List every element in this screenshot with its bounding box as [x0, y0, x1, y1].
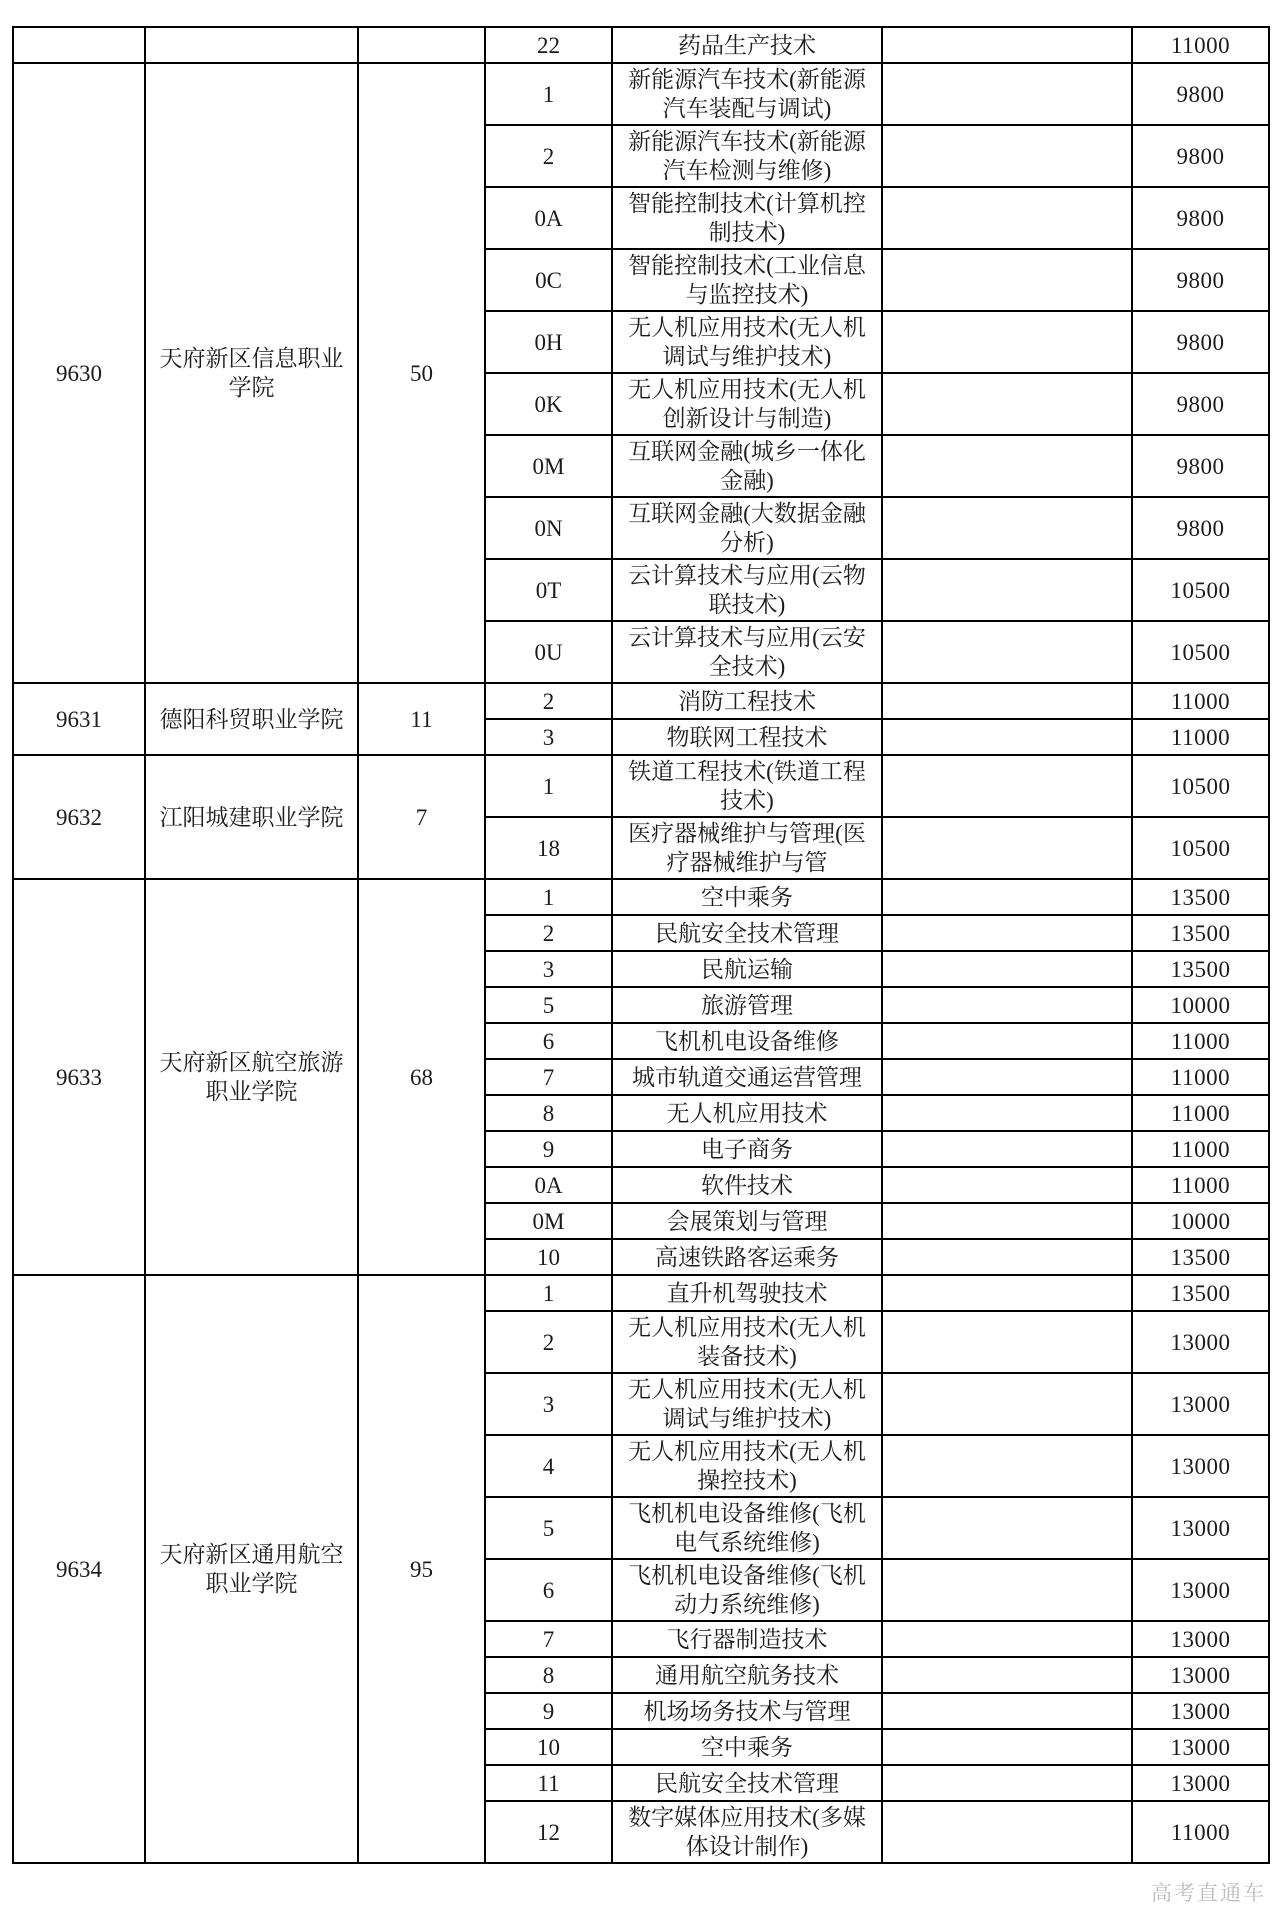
fee-cell: 9800 — [1132, 435, 1269, 497]
fee-cell: 13500 — [1132, 951, 1269, 987]
major-name-cell: 空中乘务 — [612, 879, 882, 915]
major-code-cell: 4 — [485, 1435, 612, 1497]
remark-cell — [882, 63, 1132, 125]
remark-cell — [882, 1657, 1132, 1693]
major-code-cell: 6 — [485, 1023, 612, 1059]
fee-cell: 11000 — [1132, 683, 1269, 719]
remark-cell — [882, 435, 1132, 497]
major-name-cell: 民航运输 — [612, 951, 882, 987]
watermark: 高考直通车 — [1151, 1882, 1266, 1905]
table-row — [13, 683, 1269, 719]
major-name-cell: 无人机应用技术(无人机调试与维护技术) — [612, 1373, 882, 1435]
college-name-cell: 天府新区信息职业学院 — [145, 63, 358, 683]
fee-cell: 11000 — [1132, 1023, 1269, 1059]
major-code-cell: 1 — [485, 879, 612, 915]
major-code-cell: 10 — [485, 1239, 612, 1275]
major-name-cell: 云计算技术与应用(云安全技术) — [612, 621, 882, 683]
major-code-cell: 10 — [485, 1729, 612, 1765]
remark-cell — [882, 1023, 1132, 1059]
remark-cell — [882, 915, 1132, 951]
major-code-cell: 2 — [485, 1311, 612, 1373]
major-name-cell: 飞机机电设备维修(飞机电气系统维修) — [612, 1497, 882, 1559]
major-code-cell: 8 — [485, 1095, 612, 1131]
fee-cell: 9800 — [1132, 497, 1269, 559]
major-code-cell: 2 — [485, 915, 612, 951]
major-name-cell: 铁道工程技术(铁道工程技术) — [612, 755, 882, 817]
fee-cell: 13000 — [1132, 1657, 1269, 1693]
fee-cell: 13000 — [1132, 1621, 1269, 1657]
fee-cell: 11000 — [1132, 1131, 1269, 1167]
major-name-cell: 飞机机电设备维修(飞机动力系统维修) — [612, 1559, 882, 1621]
remark-cell — [882, 1167, 1132, 1203]
college-name-cell: 天府新区通用航空职业学院 — [145, 1275, 358, 1863]
major-code-cell: 0N — [485, 497, 612, 559]
major-name-cell: 医疗器械维护与管理(医疗器械维护与管 — [612, 817, 882, 879]
major-code-cell: 8 — [485, 1657, 612, 1693]
major-code-cell: 9 — [485, 1693, 612, 1729]
major-name-cell: 智能控制技术(计算机控制技术) — [612, 187, 882, 249]
major-name-cell: 高速铁路客运乘务 — [612, 1239, 882, 1275]
fee-cell: 11000 — [1132, 1801, 1269, 1863]
table-row-partial — [13, 27, 1269, 63]
major-name-cell: 互联网金融(城乡一体化金融) — [612, 435, 882, 497]
major-name-cell: 空中乘务 — [612, 1729, 882, 1765]
fee-cell: 13000 — [1132, 1729, 1269, 1765]
remark-cell — [882, 1729, 1132, 1765]
remark-cell — [882, 187, 1132, 249]
remark-cell — [882, 1373, 1132, 1435]
fee-cell: 10500 — [1132, 621, 1269, 683]
major-code-cell: 0T — [485, 559, 612, 621]
major-name-cell: 药品生产技术 — [612, 27, 882, 63]
remark-cell — [882, 951, 1132, 987]
major-name-cell: 智能控制技术(工业信息与监控技术) — [612, 249, 882, 311]
fee-cell: 11000 — [1132, 1167, 1269, 1203]
college-count-cell: 50 — [358, 63, 485, 683]
college-name-cell: 德阳科贸职业学院 — [145, 683, 358, 755]
remark-cell — [882, 1095, 1132, 1131]
major-name-cell: 物联网工程技术 — [612, 719, 882, 755]
major-name-cell: 民航安全技术管理 — [612, 1765, 882, 1801]
major-name-cell: 电子商务 — [612, 1131, 882, 1167]
college-count-cell: 11 — [358, 683, 485, 755]
major-name-cell: 城市轨道交通运营管理 — [612, 1059, 882, 1095]
remark-cell — [882, 311, 1132, 373]
major-name-cell: 机场场务技术与管理 — [612, 1693, 882, 1729]
remark-cell — [882, 1435, 1132, 1497]
remark-cell — [882, 1239, 1132, 1275]
remark-cell — [882, 1621, 1132, 1657]
major-code-cell: 3 — [485, 719, 612, 755]
remark-cell — [882, 559, 1132, 621]
remark-cell — [882, 249, 1132, 311]
college-code-cell: 9633 — [13, 879, 145, 1275]
fee-cell: 13500 — [1132, 1275, 1269, 1311]
remark-cell — [882, 27, 1132, 63]
major-code-cell: 6 — [485, 1559, 612, 1621]
fee-cell: 13500 — [1132, 915, 1269, 951]
remark-cell — [882, 497, 1132, 559]
remark-cell — [882, 621, 1132, 683]
fee-cell: 9800 — [1132, 373, 1269, 435]
fee-cell: 9800 — [1132, 249, 1269, 311]
fee-cell: 13000 — [1132, 1693, 1269, 1729]
college-count-cell: 95 — [358, 1275, 485, 1863]
major-code-cell: 7 — [485, 1059, 612, 1095]
major-name-cell: 通用航空航务技术 — [612, 1657, 882, 1693]
remark-cell — [882, 1131, 1132, 1167]
fee-cell: 11000 — [1132, 1059, 1269, 1095]
major-code-cell: 0C — [485, 249, 612, 311]
fee-cell: 9800 — [1132, 125, 1269, 187]
major-code-cell: 3 — [485, 1373, 612, 1435]
fee-cell: 10000 — [1132, 987, 1269, 1023]
college-count-cell — [358, 27, 485, 63]
major-code-cell: 22 — [485, 27, 612, 63]
table-row — [13, 63, 1269, 125]
major-name-cell: 新能源汽车技术(新能源汽车装配与调试) — [612, 63, 882, 125]
major-code-cell: 1 — [485, 755, 612, 817]
major-code-cell: 2 — [485, 125, 612, 187]
major-code-cell: 0A — [485, 1167, 612, 1203]
remark-cell — [882, 1059, 1132, 1095]
college-code-cell — [13, 27, 145, 63]
major-code-cell: 9 — [485, 1131, 612, 1167]
major-code-cell: 0H — [485, 311, 612, 373]
remark-cell — [882, 719, 1132, 755]
remark-cell — [882, 1559, 1132, 1621]
fee-cell: 11000 — [1132, 27, 1269, 63]
major-code-cell: 5 — [485, 1497, 612, 1559]
fee-cell: 11000 — [1132, 1095, 1269, 1131]
college-count-cell: 7 — [358, 755, 485, 879]
fee-cell: 9800 — [1132, 63, 1269, 125]
major-code-cell: 0M — [485, 1203, 612, 1239]
major-code-cell: 5 — [485, 987, 612, 1023]
table-body — [13, 27, 1269, 1863]
remark-cell — [882, 879, 1132, 915]
college-name-cell: 江阳城建职业学院 — [145, 755, 358, 879]
major-name-cell: 民航安全技术管理 — [612, 915, 882, 951]
college-name-cell — [145, 27, 358, 63]
fee-cell: 10500 — [1132, 559, 1269, 621]
fee-cell: 9800 — [1132, 187, 1269, 249]
admission-plan-table — [12, 26, 1270, 1864]
major-code-cell: 1 — [485, 63, 612, 125]
fee-cell: 13000 — [1132, 1311, 1269, 1373]
major-name-cell: 飞行器制造技术 — [612, 1621, 882, 1657]
major-code-cell: 11 — [485, 1765, 612, 1801]
college-code-cell: 9631 — [13, 683, 145, 755]
table-row — [13, 755, 1269, 817]
remark-cell — [882, 373, 1132, 435]
major-name-cell: 互联网金融(大数据金融分析) — [612, 497, 882, 559]
major-code-cell: 12 — [485, 1801, 612, 1863]
remark-cell — [882, 817, 1132, 879]
college-name-cell: 天府新区航空旅游职业学院 — [145, 879, 358, 1275]
major-name-cell: 旅游管理 — [612, 987, 882, 1023]
remark-cell — [882, 1203, 1132, 1239]
fee-cell: 9800 — [1132, 311, 1269, 373]
college-code-cell: 9632 — [13, 755, 145, 879]
major-name-cell: 云计算技术与应用(云物联技术) — [612, 559, 882, 621]
page — [0, 26, 1280, 1911]
fee-cell: 10500 — [1132, 755, 1269, 817]
major-code-cell: 1 — [485, 1275, 612, 1311]
major-code-cell: 0U — [485, 621, 612, 683]
remark-cell — [882, 1311, 1132, 1373]
major-code-cell: 3 — [485, 951, 612, 987]
table-row — [13, 1275, 1269, 1311]
fee-cell: 13000 — [1132, 1435, 1269, 1497]
college-code-cell: 9630 — [13, 63, 145, 683]
fee-cell: 13000 — [1132, 1765, 1269, 1801]
major-name-cell: 数字媒体应用技术(多媒体设计制作) — [612, 1801, 882, 1863]
major-code-cell: 7 — [485, 1621, 612, 1657]
major-name-cell: 会展策划与管理 — [612, 1203, 882, 1239]
major-code-cell: 0A — [485, 187, 612, 249]
fee-cell: 11000 — [1132, 719, 1269, 755]
fee-cell: 13500 — [1132, 879, 1269, 915]
major-name-cell: 无人机应用技术(无人机操控技术) — [612, 1435, 882, 1497]
table-row — [13, 879, 1269, 915]
remark-cell — [882, 1801, 1132, 1863]
remark-cell — [882, 987, 1132, 1023]
fee-cell: 13500 — [1132, 1239, 1269, 1275]
remark-cell — [882, 125, 1132, 187]
major-name-cell: 新能源汽车技术(新能源汽车检测与维修) — [612, 125, 882, 187]
major-name-cell: 消防工程技术 — [612, 683, 882, 719]
major-name-cell: 直升机驾驶技术 — [612, 1275, 882, 1311]
major-name-cell: 无人机应用技术 — [612, 1095, 882, 1131]
remark-cell — [882, 683, 1132, 719]
major-name-cell: 无人机应用技术(无人机创新设计与制造) — [612, 373, 882, 435]
major-code-cell: 2 — [485, 683, 612, 719]
college-count-cell: 68 — [358, 879, 485, 1275]
major-code-cell: 0M — [485, 435, 612, 497]
major-code-cell: 0K — [485, 373, 612, 435]
major-name-cell: 飞机机电设备维修 — [612, 1023, 882, 1059]
remark-cell — [882, 1497, 1132, 1559]
fee-cell: 13000 — [1132, 1559, 1269, 1621]
remark-cell — [882, 1275, 1132, 1311]
college-code-cell: 9634 — [13, 1275, 145, 1863]
fee-cell: 13000 — [1132, 1497, 1269, 1559]
major-name-cell: 无人机应用技术(无人机调试与维护技术) — [612, 311, 882, 373]
fee-cell: 13000 — [1132, 1373, 1269, 1435]
major-name-cell: 无人机应用技术(无人机装备技术) — [612, 1311, 882, 1373]
remark-cell — [882, 1693, 1132, 1729]
fee-cell: 10000 — [1132, 1203, 1269, 1239]
remark-cell — [882, 755, 1132, 817]
major-name-cell: 软件技术 — [612, 1167, 882, 1203]
major-code-cell: 18 — [485, 817, 612, 879]
fee-cell: 10500 — [1132, 817, 1269, 879]
remark-cell — [882, 1765, 1132, 1801]
